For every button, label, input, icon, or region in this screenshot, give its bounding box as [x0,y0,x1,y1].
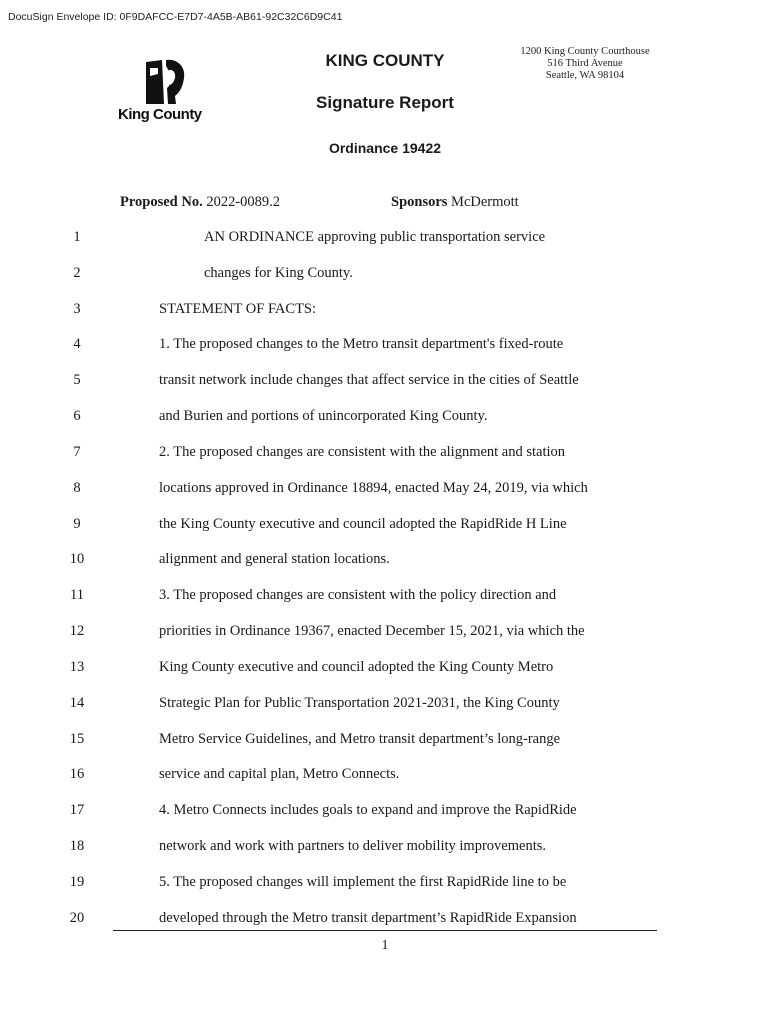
document-line [0,229,770,265]
sponsors-label: Sponsors [391,194,448,210]
line-number: 8 [73,479,81,496]
document-line [0,372,770,408]
line-text: Metro Service Guidelines, and Metro transit department’s long-range [159,730,561,747]
line-text: King County executive and council adopted the King County Metro [159,658,554,675]
line-text: AN ORDINANCE approving public transportation service [204,229,546,245]
page-number: 1 [381,938,389,953]
line-text: STATEMENT OF FACTS: [159,300,317,317]
line-number: 15 [69,730,85,747]
document-line [0,301,770,337]
document-line [0,408,770,444]
address-line: Seattle, WA 98104 [545,70,625,81]
line-text: and Burien and portions of unincorporated King County. [159,408,488,425]
sponsors-value: McDermott [451,194,519,210]
document-line [0,587,770,623]
line-text: 2. The proposed changes are consistent with the alignment and station [159,443,566,460]
line-text: network and work with partners to deliver mobility improvements. [159,838,546,855]
line-text: alignment and general station locations. [159,551,390,568]
line-text: locations approved in Ordinance 18894, enacted May 24, 2019, via which [159,479,588,496]
line-text: the King County executive and council adopted the RapidRide H Line [159,515,567,532]
line-text: changes for King County. [204,264,353,281]
document-line [0,695,770,731]
document-line [0,516,770,552]
document-line [0,659,770,695]
line-number: 12 [69,623,85,640]
document-line [0,874,770,910]
line-number: 9 [73,515,81,532]
line-number: 2 [73,264,81,281]
numbered-lines [0,229,770,946]
sponsors [391,194,519,211]
document-line [0,802,770,838]
docusign-envelope-id: DocuSign Envelope ID: 0F9DAFCC-E7D7-4A5B-AB61-92C32C6D9C41 [8,11,343,23]
line-text: 5. The proposed changes will implement the first RapidRide line to be [159,873,567,890]
line-number: 13 [69,658,85,675]
footer-rule [113,930,657,931]
line-number: 17 [69,802,85,819]
document-line [0,444,770,480]
line-number: 14 [69,694,85,711]
address-line: 516 Third Avenue [547,58,623,69]
document-line [0,336,770,372]
address-block [505,46,665,82]
line-number: 7 [73,443,81,460]
line-number: 5 [73,372,81,389]
proposed-number [120,194,280,211]
line-number: 3 [73,300,81,317]
document-line [0,480,770,516]
document-line [0,731,770,767]
line-text: priorities in Ordinance 19367, enacted December 15, 2021, via which the [159,623,585,640]
ordinance-number: Ordinance 19422 [328,140,442,156]
line-number: 20 [69,909,85,926]
line-text: developed through the Metro transit department’s RapidRide Expansion [159,909,577,926]
document-line [0,838,770,874]
mlk-portrait-icon [142,58,188,106]
report-title: Signature Report [316,93,454,112]
line-number: 6 [73,408,81,425]
line-number: 1 [73,229,81,245]
line-text: 1. The proposed changes to the Metro transit department's fixed-route [159,336,564,353]
line-number: 11 [70,587,84,604]
line-text: 4. Metro Connects includes goals to expand and improve the RapidRide [159,802,577,819]
logo-text: King County [118,106,202,123]
line-text: transit network include changes that affect service in the cities of Seattle [159,372,579,389]
document-line [0,623,770,659]
document-line [0,265,770,301]
line-number: 10 [69,551,85,568]
line-number: 4 [73,336,81,353]
line-text: service and capital plan, Metro Connects. [159,766,400,783]
proposed-value: 2022-0089.2 [206,194,281,210]
king-county-logo [118,58,218,130]
document-line [0,766,770,802]
org-name: KING COUNTY [325,51,445,70]
line-text: 3. The proposed changes are consistent with the policy direction and [159,587,557,604]
document-line [0,551,770,587]
line-text: Strategic Plan for Public Transportation 2021-2031, the King County [159,694,560,711]
line-number: 18 [69,838,85,855]
line-number: 19 [69,873,85,890]
line-number: 16 [69,766,85,783]
proposed-label: Proposed No. [120,194,203,210]
address-line: 1200 King County Courthouse [520,46,650,57]
